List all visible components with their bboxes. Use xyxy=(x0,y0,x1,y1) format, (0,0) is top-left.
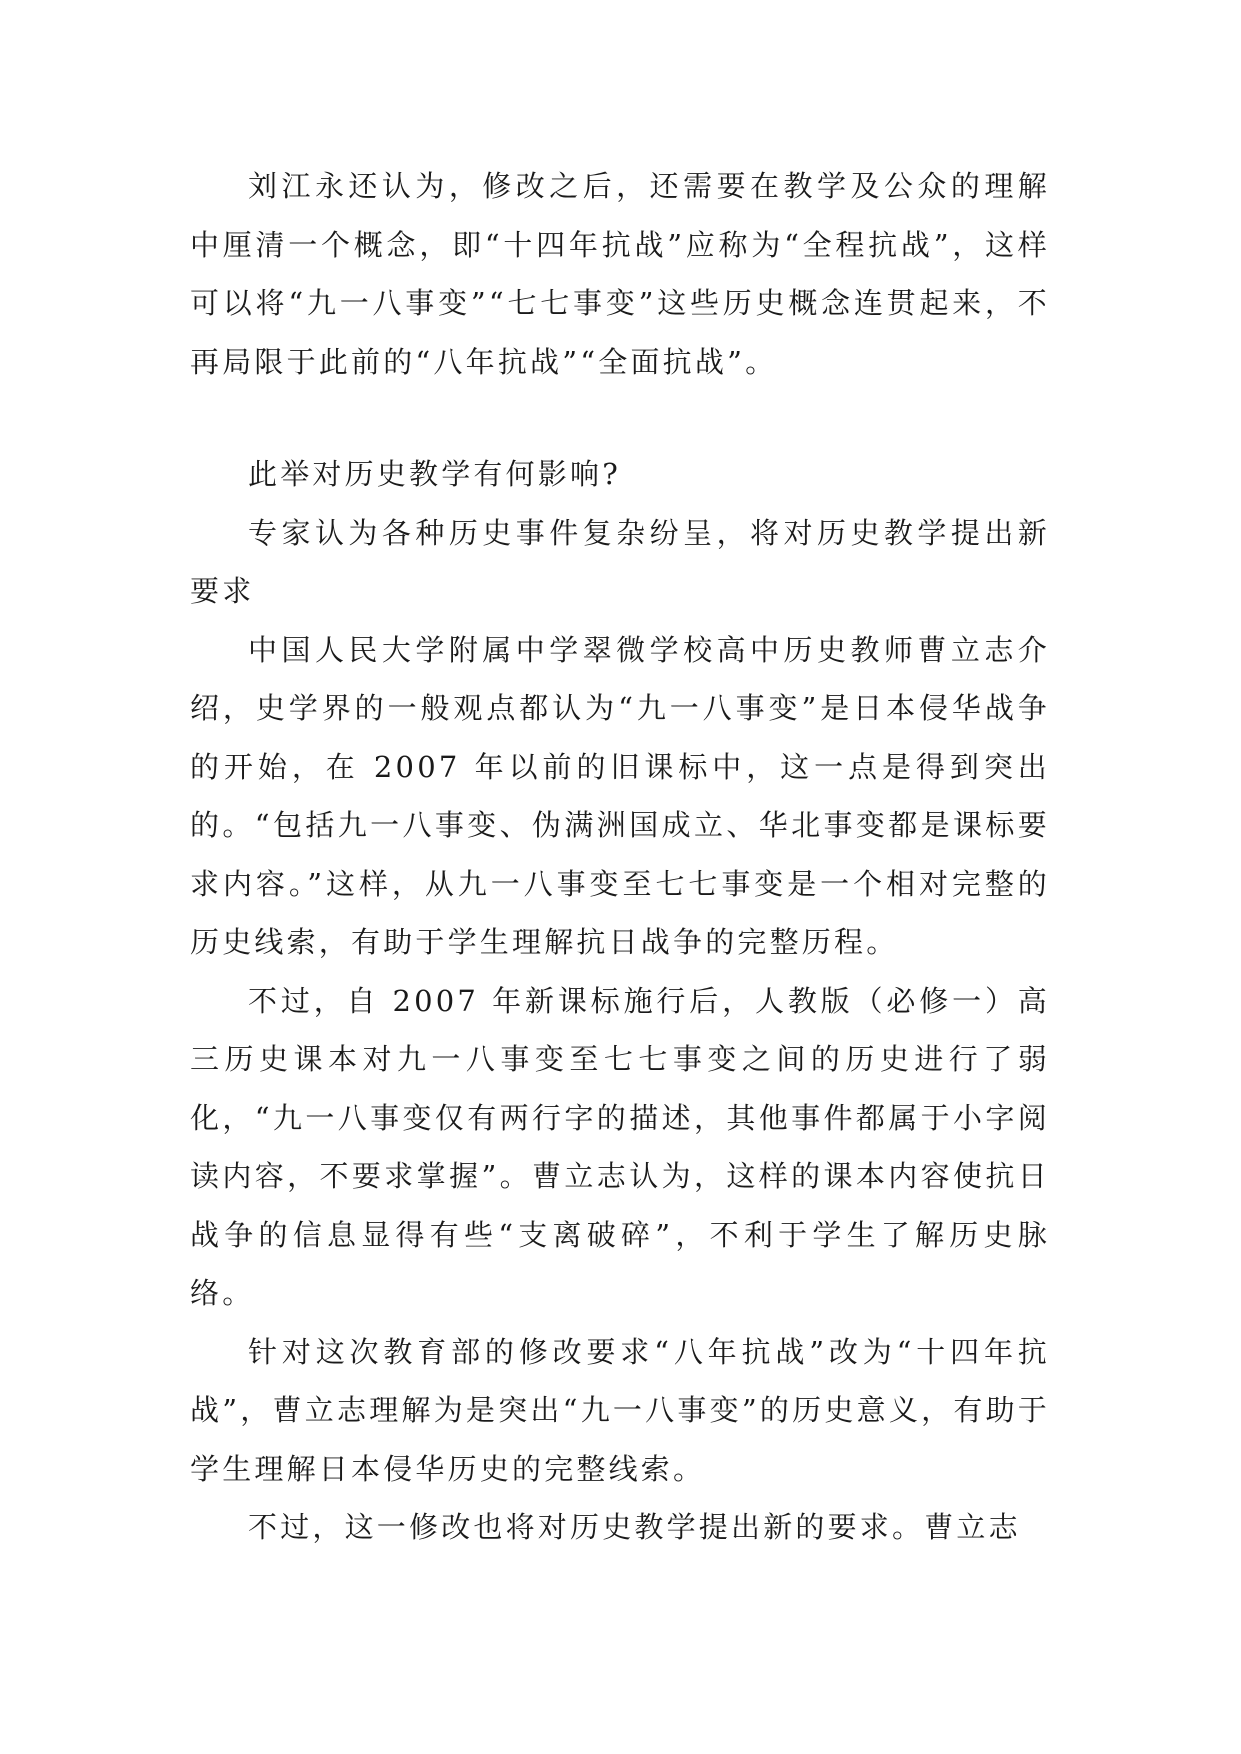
section-heading-question: 此举对历史教学有何影响? xyxy=(248,457,621,491)
paragraph-revision-meaning: 针对这次教育部的修改要求“八年抗战”改为“十四年抗战”，曹立志理解为是突出“九一八事变”的历史意义，有助于学生理解日本侵华历史的完整线索。 xyxy=(190,1334,1050,1486)
paragraph-cao-lizhi-intro: 中国人民大学附属中学翠微学校高中历史教师曹立志介绍，史学界的一般观点都认为“九一八事变”是日本侵华战争的开始，在 2007 年以前的旧课标中，这一点是得到突出的。“包括九一八事变、伪满洲国成立、华北事变都是课标要求内容。”这样，从九一八事变至七七事变是一个相对完整的历史线索，有助于学生理解抗日战争的完整历程。 xyxy=(190,632,1050,959)
paragraph-new-requirements: 不过，这一修改也将对历史教学提出新的要求。曹立志 xyxy=(248,1510,1021,1544)
section-subheading: 专家认为各种历史事件复杂纷呈，将对历史教学提出新要求 xyxy=(190,515,1050,608)
paragraph-liu-jiangyong: 刘江永还认为，修改之后，还需要在教学及公众的理解中厘清一个概念，即“十四年抗战”应称为“全程抗战”，这样可以将“九一八事变”“七七事变”这些历史概念连贯起来，不再局限于此前的“八年抗战”“全面抗战”。 xyxy=(190,169,1050,379)
paragraph-curriculum-2007: 不过，自 2007 年新课标施行后，人教版（必修一）高三历史课本对九一八事变至七七事变之间的历史进行了弱化，“九一八事变仅有两行字的描述，其他事件都属于小字阅读内容，不要求掌握”。曹立志认为，这样的课本内容使抗日战争的信息显得有些“支离破碎”，不利于学生了解历史脉络。 xyxy=(190,983,1050,1310)
text-block-main xyxy=(190,445,1050,1557)
text-block-top xyxy=(190,157,1050,391)
